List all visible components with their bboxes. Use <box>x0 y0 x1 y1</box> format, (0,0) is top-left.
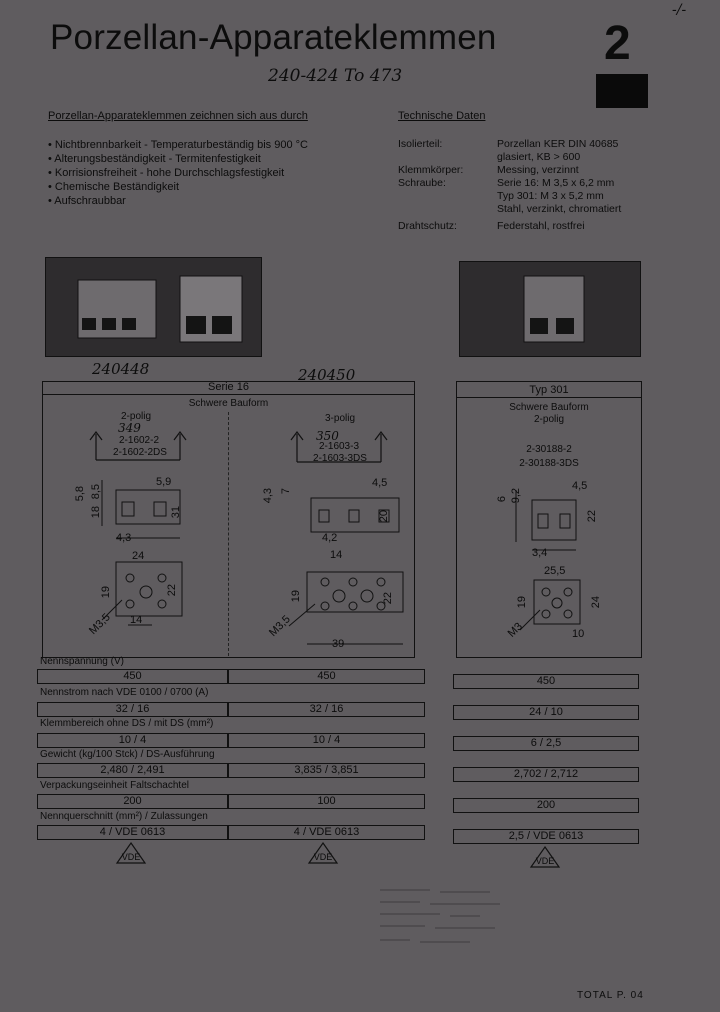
article-code: 2-1602-2 <box>118 435 160 446</box>
product-photo-typ301 <box>459 261 641 357</box>
dim-label: 25,5 <box>544 565 566 577</box>
spec-label: Nennspannung (V) <box>40 656 124 667</box>
drawing-typ301 <box>456 470 642 656</box>
dim-label: 22 <box>166 584 178 597</box>
spec-value-typ301: 2,702 / 2,712 <box>453 767 639 782</box>
dim-label: 7 <box>280 488 292 495</box>
dim-label: M3,5 <box>266 613 293 640</box>
spec-label: Klemmbereich ohne DS / mit DS (mm²) <box>40 718 214 729</box>
tech-label: Drahtschutz: <box>398 220 457 232</box>
spec-label: Nennquerschnitt (mm²) / Zulassungen <box>40 811 208 822</box>
dim-label: 4,3 <box>262 488 274 504</box>
dim-label: M3 <box>505 620 525 640</box>
spec-value-s16-right: 10 / 4 <box>228 733 425 748</box>
tech-value: Messing, verzinnt <box>497 164 579 176</box>
spec-value-typ301: 200 <box>453 798 639 813</box>
spec-label: Gewicht (kg/100 Stck) / DS-Ausführung <box>40 749 215 760</box>
spec-value-typ301: 24 / 10 <box>453 705 639 720</box>
spec-value-s16-left: 200 <box>37 794 228 809</box>
feature-item: • Chemische Beständigkeit <box>48 181 180 193</box>
page-title: Porzellan-Apparateklemmen <box>50 18 497 57</box>
tech-label: Schraube: <box>398 177 446 189</box>
dim-label: 20 <box>378 510 390 523</box>
dim-label: 19 <box>290 590 302 603</box>
dim-label: 14 <box>130 614 143 626</box>
dim-label: 8,5 <box>90 484 102 500</box>
black-marker-block <box>596 74 648 108</box>
article-code-ds: 2-1602-2DS <box>113 447 167 458</box>
article-code-ds: 2-30188-3DS <box>519 458 579 469</box>
tech-value: Porzellan KER DIN 40685 <box>497 138 619 150</box>
serie16-subtitle: Schwere Bauform <box>188 398 269 409</box>
handwritten-article-right: 240450 <box>298 366 356 384</box>
vde-mark-text: VDE <box>121 852 141 862</box>
feature-item: • Aufschraubbar <box>48 195 126 207</box>
article-code: 2-30188-2 <box>526 444 572 455</box>
dim-label: 39 <box>332 638 345 650</box>
spec-value-s16-right: 3,835 / 3,851 <box>228 763 425 778</box>
spec-value-typ301: 450 <box>453 674 639 689</box>
typ301-title: Typ 301 <box>529 384 569 396</box>
drawing-3polig <box>229 420 413 656</box>
faded-stamp <box>380 884 510 952</box>
dim-label: 4,5 <box>372 477 388 489</box>
spec-value-s16-right: 450 <box>228 669 425 684</box>
product-photo-serie16 <box>45 257 262 357</box>
terminal-blocks-photo <box>46 258 261 356</box>
dim-label: 4,3 <box>116 532 132 544</box>
dim-label: 18 <box>90 506 102 519</box>
dim-label: 19 <box>100 586 112 599</box>
dim-label: 9,2 <box>510 488 522 504</box>
dim-label: 14 <box>330 549 343 561</box>
polig-label: 2-polig <box>120 411 152 422</box>
dim-label: 24 <box>590 596 602 609</box>
spec-value-s16-right: 4 / VDE 0613 <box>228 825 425 840</box>
spec-value-s16-left: 2,480 / 2,491 <box>37 763 228 778</box>
spec-value-s16-right: 100 <box>228 794 425 809</box>
dim-label: 22 <box>586 510 598 523</box>
tech-label: Isolierteil: <box>398 138 443 150</box>
handwritten-number: 350 <box>316 429 339 443</box>
handwritten-article-left: 240448 <box>92 360 150 378</box>
tech-value: Federstahl, rostfrei <box>497 220 585 232</box>
spec-label: Nennstrom nach VDE 0100 / 0700 (A) <box>40 687 209 698</box>
feature-item: • Korrisionsfreiheit - hohe Durchschlagsfestigkeit <box>48 167 285 179</box>
tech-value: glasiert, KB > 600 <box>497 151 581 163</box>
dim-label: 4,2 <box>322 532 338 544</box>
vde-mark-text: VDE <box>535 856 555 866</box>
spec-value-s16-right: 32 / 16 <box>228 702 425 717</box>
tech-table <box>398 138 698 233</box>
total-pages: TOTAL P. 04 <box>577 990 644 1001</box>
spec-value-s16-left: 450 <box>37 669 228 684</box>
tech-label: Klemmkörper: <box>398 164 464 176</box>
handwritten-range: 240-424 To 473 <box>268 66 403 86</box>
tech-heading: Technische Daten <box>398 110 486 122</box>
handwritten-number: 349 <box>118 421 141 435</box>
spec-value-s16-left: 10 / 4 <box>37 733 228 748</box>
spec-value-typ301: 6 / 2,5 <box>453 736 639 751</box>
dim-label: 10 <box>572 628 585 640</box>
dim-label: M3,5 <box>86 611 113 638</box>
feature-item: • Alterungsbeständigkeit - Termitenfestigkeit <box>48 153 261 165</box>
typ301-title-rule <box>456 397 642 398</box>
dim-label: 3,4 <box>532 547 548 559</box>
dim-label: 22 <box>382 592 394 605</box>
dim-label: 5,9 <box>156 476 172 488</box>
dim-label: 5,8 <box>74 486 86 502</box>
intro-heading: Porzellan-Apparateklemmen zeichnen sich aus durch <box>48 110 308 122</box>
spec-label: Verpackungseinheit Faltschachtel <box>40 780 189 791</box>
spec-value-s16-left: 4 / VDE 0613 <box>37 825 228 840</box>
spec-value-s16-left: 32 / 16 <box>37 702 228 717</box>
typ301-subtitle: Schwere Bauform <box>509 402 589 413</box>
terminal-block-photo <box>460 262 640 356</box>
dim-label: 4,5 <box>572 480 588 492</box>
article-code-ds: 2-1603-3DS <box>313 453 367 464</box>
spec-value-typ301: 2,5 / VDE 0613 <box>453 829 639 844</box>
polig-label: 2-polig <box>533 414 565 425</box>
tech-value: Typ 301: M 3 x 5,2 mm <box>497 190 604 202</box>
serie16-title: Serie 16 <box>208 381 249 393</box>
vde-mark-text: VDE <box>313 852 333 862</box>
polig-label: 3-polig <box>324 413 356 424</box>
feature-list <box>48 138 308 208</box>
serie16-title-rule <box>42 394 415 395</box>
article-code: 2-1603-3 <box>318 441 360 452</box>
tech-value: Serie 16: M 3,5 x 6,2 mm <box>497 177 615 189</box>
corner-mark: -/- <box>672 2 687 18</box>
dim-label: 24 <box>132 550 145 562</box>
page-number: 2 <box>604 17 631 70</box>
dim-label: 6 <box>496 496 508 503</box>
dim-label: 19 <box>516 596 528 609</box>
feature-item: • Nichtbrennbarkeit - Temperaturbeständig bis 900 °C <box>48 139 308 151</box>
dim-label: 31 <box>170 506 182 519</box>
tech-value: Stahl, verzinkt, chromatiert <box>497 203 622 215</box>
